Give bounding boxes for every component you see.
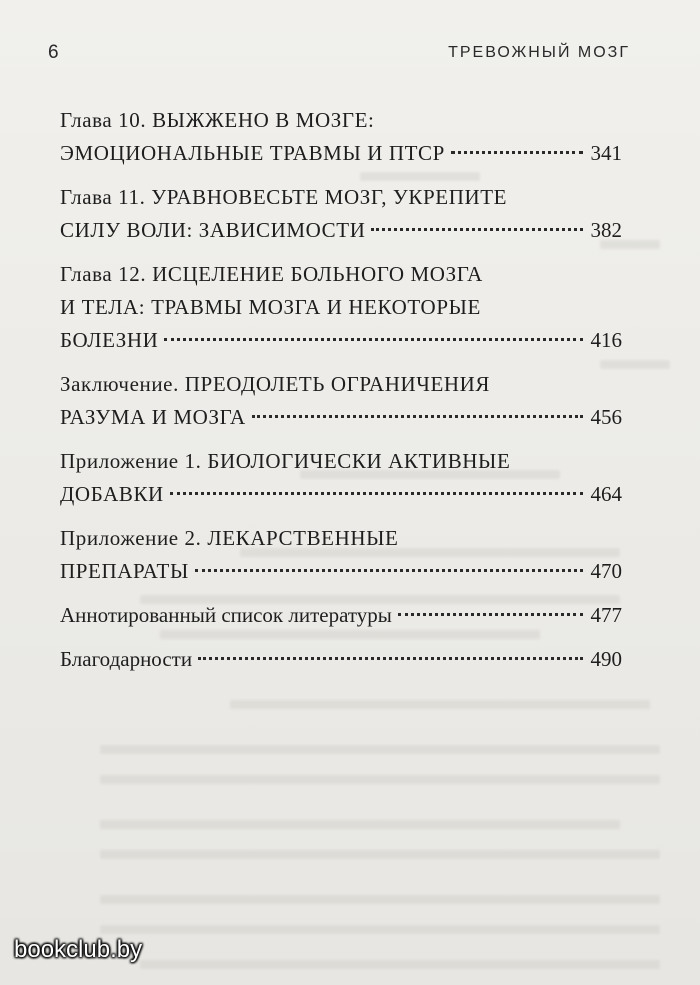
- toc-entry-text: БОЛЕЗНИ: [60, 328, 159, 352]
- toc-entry-chapter-12: [60, 258, 622, 357]
- toc-entry-appendix-1: [60, 445, 622, 511]
- toc-page-number: 416: [590, 328, 622, 352]
- toc-page-number: 382: [590, 218, 622, 242]
- dot-leader: [164, 338, 582, 341]
- running-title: ТРЕВОЖНЫЙ МОЗГ: [448, 44, 630, 61]
- toc-entry-text: СИЛУ ВОЛИ: ЗАВИСИМОСТИ: [60, 218, 366, 242]
- toc-entry-bibliography: [60, 599, 622, 632]
- dot-leader: [398, 613, 583, 616]
- toc-entry-chapter-11: [60, 181, 622, 247]
- toc-entry-text: Аннотированный список литературы: [60, 603, 392, 627]
- toc-entry-appendix-2: [60, 522, 622, 588]
- dot-leader: [451, 151, 583, 154]
- dot-leader: [252, 415, 583, 418]
- watermark: bookclub.by: [14, 936, 143, 963]
- toc-page-number: 456: [590, 405, 622, 429]
- toc-entry-text: И ТЕЛА: ТРАВМЫ МОЗГА И НЕКОТОРЫЕ: [60, 295, 481, 319]
- page-number: 6: [48, 42, 59, 63]
- toc-entry-text: РАЗУМА И МОЗГА: [60, 405, 246, 429]
- toc-entry-text: ДОБАВКИ: [60, 482, 164, 506]
- toc-entry-text: Глава 12. ИСЦЕЛЕНИЕ БОЛЬНОГО МОЗГА: [60, 262, 483, 286]
- page-header: [48, 42, 630, 70]
- toc-entry-text: Глава 10. ВЫЖЖЕНО В МОЗГЕ:: [60, 108, 375, 132]
- dot-leader: [198, 657, 582, 660]
- toc-page-number: 490: [590, 647, 622, 671]
- toc-entry-text: ПРЕПАРАТЫ: [60, 559, 189, 583]
- toc-entry-text: Глава 11. УРАВНОВЕСЬТЕ МОЗГ, УКРЕПИТЕ: [60, 185, 508, 209]
- toc-entry-text: Приложение 1. БИОЛОГИЧЕСКИ АКТИВНЫЕ: [60, 449, 511, 473]
- dot-leader: [371, 228, 582, 231]
- toc-entry-text: Приложение 2. ЛЕКАРСТВЕННЫЕ: [60, 526, 399, 550]
- toc-entry-text: ЭМОЦИОНАЛЬНЫЕ ТРАВМЫ И ПТСР: [60, 141, 445, 165]
- toc-page-number: 470: [590, 559, 622, 583]
- toc-entry-acknowledgements: [60, 643, 622, 676]
- toc-entry-chapter-10: [60, 104, 622, 170]
- toc-page-number: 477: [590, 603, 622, 627]
- toc-entry-text: Заключение. ПРЕОДОЛЕТЬ ОГРАНИЧЕНИЯ: [60, 372, 491, 396]
- dot-leader: [170, 492, 583, 495]
- dot-leader: [195, 569, 583, 572]
- table-of-contents: [60, 104, 622, 687]
- toc-page-number: 341: [590, 141, 622, 165]
- toc-entry-text: Благодарности: [60, 647, 193, 671]
- toc-entry-conclusion: [60, 368, 622, 434]
- toc-page-number: 464: [590, 482, 622, 506]
